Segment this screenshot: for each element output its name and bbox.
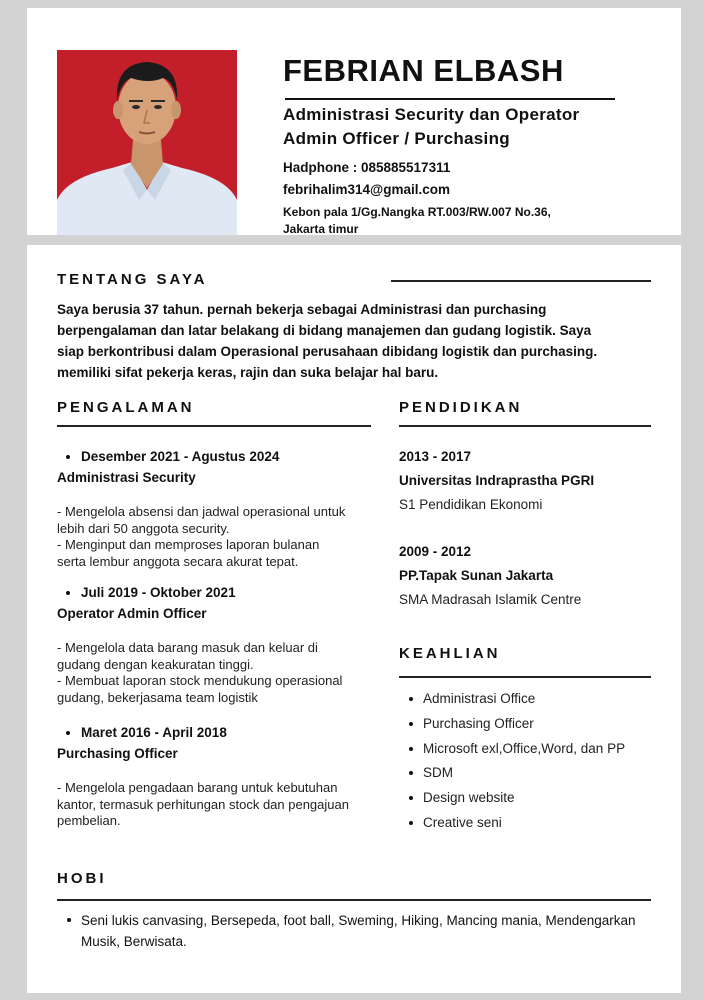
experience-position: Operator Admin Officer — [57, 606, 207, 621]
education-school: Universitas Indraprastha PGRI — [399, 473, 595, 488]
address-line-1: Kebon pala 1/Gg.Nangka RT.003/RW.007 No.36, — [283, 205, 551, 219]
skills-divider — [399, 676, 651, 678]
desc-line: serta lembur anggota secara akurat tepat. — [57, 553, 299, 569]
email-address: febrihalim314@gmail.com — [283, 182, 450, 197]
profile-photo — [57, 50, 237, 235]
skills-title: KEAHLIAN — [399, 645, 501, 662]
desc-line: - Mengelola absensi dan jadwal operasional untuk — [57, 504, 346, 519]
experience-title: PENGALAMAN — [57, 399, 195, 416]
experience-description — [57, 640, 377, 706]
hobby-title: HOBI — [57, 870, 107, 887]
education-years: 2013 - 2017 — [399, 449, 472, 464]
skills-list — [399, 690, 659, 839]
experience-position: Administrasi Security — [57, 470, 196, 485]
person-silhouette-icon — [57, 50, 237, 235]
phone-number: Hadphone : 085885517311 — [283, 160, 451, 175]
skill-item: Purchasing Officer — [399, 715, 659, 740]
education-degree: SMA Madrasah Islamik Centre — [399, 592, 582, 607]
main-card — [27, 245, 681, 993]
experience-position: Purchasing Officer — [57, 746, 178, 761]
desc-line: - Menginput dan memproses laporan bulanan — [57, 537, 320, 552]
address-line-2: Jakarta timur — [283, 222, 359, 235]
role-line-1: Administrasi Security dan Operator — [283, 105, 580, 124]
desc-line: gudang dengan keakuratan tinggi. — [57, 656, 254, 672]
desc-line: - Mengelola data barang masuk dan keluar di — [57, 640, 318, 655]
name-divider — [285, 98, 615, 100]
hobby-divider — [57, 899, 651, 901]
about-divider — [391, 280, 651, 282]
candidate-name: FEBRIAN ELBASH — [283, 53, 564, 88]
education-title: PENDIDIKAN — [399, 399, 523, 416]
education-item — [399, 544, 659, 607]
experience-period: Maret 2016 - April 2018 — [57, 725, 377, 740]
skill-item: Design website — [399, 789, 659, 814]
skill-item: Administrasi Office — [399, 690, 659, 715]
desc-line: - Mengelola pengadaan barang untuk kebutuhan — [57, 780, 338, 795]
desc-line: kantor, termasuk perhitungan stock dan pengajuan — [57, 796, 349, 812]
about-text: Saya berusia 37 tahun. pernah bekerja sebagai Administrasi dan purchasing berpengalaman dan latar belakang di bidang manajemen dan gudang logistik. Saya siap berkontribusi dalam Operasional perusahaan dibidang logistik dan purchasing. memiliki sifat pekerja keras, rajin dan suka belajar hal baru. — [57, 302, 598, 380]
experience-period: Desember 2021 - Agustus 2024 — [57, 449, 377, 464]
role-line-2: Admin Officer / Purchasing — [283, 129, 510, 148]
education-item — [399, 449, 659, 512]
about-title: TENTANG SAYA — [57, 271, 208, 288]
experience-item — [57, 725, 377, 830]
education-years: 2009 - 2012 — [399, 544, 472, 559]
education-school: PP.Tapak Sunan Jakarta — [399, 568, 554, 583]
desc-line: pembelian. — [57, 813, 121, 828]
experience-divider — [57, 425, 371, 427]
experience-item — [57, 585, 377, 706]
desc-line: lebih dari 50 anggota security. — [57, 520, 230, 536]
experience-item — [57, 449, 377, 570]
desc-line: - Membuat laporan stock mendukung operasional — [57, 673, 343, 688]
skill-item: Creative seni — [399, 814, 659, 839]
skill-item: Microsoft exl,Office,Word, dan PP — [399, 740, 659, 765]
experience-description — [57, 780, 377, 830]
header-card — [27, 8, 681, 235]
experience-period: Juli 2019 - Oktober 2021 — [57, 585, 377, 600]
skill-item: SDM — [399, 764, 659, 789]
hobby-text: Seni lukis canvasing, Bersepeda, foot ball, Sweming, Hiking, Mancing mania, Mendengarkan Musik, Berwisata. — [57, 910, 661, 952]
experience-description — [57, 504, 377, 570]
desc-line: gudang, bekerjasama team logistik — [57, 689, 258, 705]
education-divider — [399, 425, 651, 427]
education-degree: S1 Pendidikan Ekonomi — [399, 497, 543, 512]
